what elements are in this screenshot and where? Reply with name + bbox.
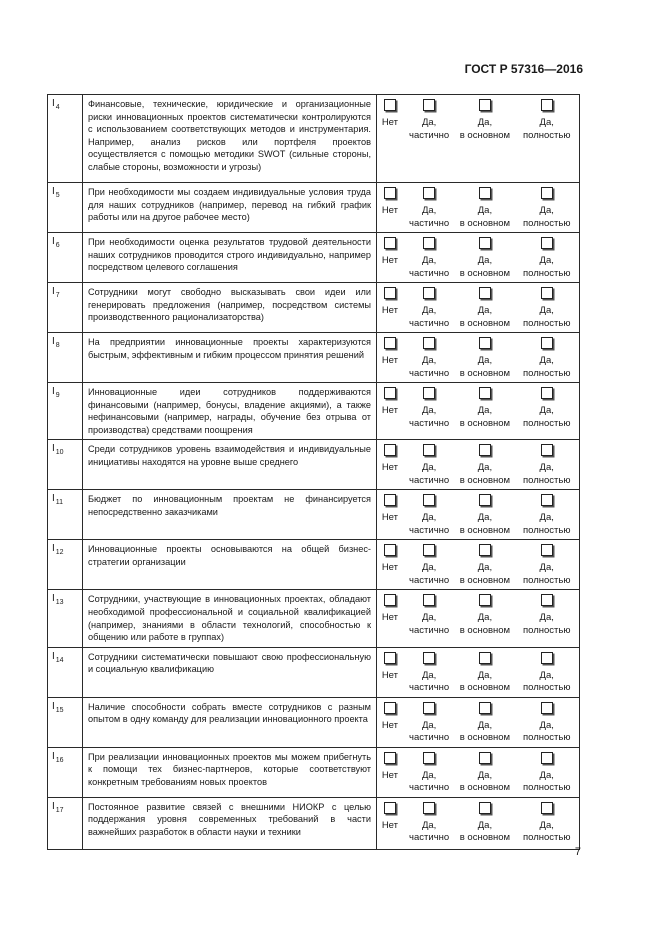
option-yes-label: Да, <box>539 669 554 681</box>
item-code-letter: I <box>52 386 55 397</box>
table-row <box>48 540 580 590</box>
item-code <box>48 797 83 849</box>
checkbox[interactable] <box>479 702 491 714</box>
item-statement: Сотрудники систематически повышают свою профессиональную и социальную квалификацию <box>83 647 377 697</box>
item-code-number: 14 <box>55 656 64 664</box>
checkbox[interactable] <box>423 99 435 111</box>
checkbox[interactable] <box>479 237 491 249</box>
option-fully-label: полностью <box>522 217 571 229</box>
table-row <box>48 283 580 333</box>
item-code-number: 15 <box>55 706 64 714</box>
option-fully-label: полностью <box>522 574 571 586</box>
item-code-number: 5 <box>55 192 60 199</box>
checkbox[interactable] <box>384 802 396 814</box>
option-partly-label: частично <box>409 129 450 141</box>
option-partly[interactable] <box>403 540 456 587</box>
option-fully[interactable] <box>514 698 579 745</box>
answer-options <box>377 383 580 440</box>
answer-options <box>377 95 580 183</box>
answer-options <box>377 747 580 797</box>
option-partly-label: частично <box>409 732 450 744</box>
checkbox[interactable] <box>384 444 396 456</box>
item-code <box>48 95 83 183</box>
option-yes-label: Да, <box>421 405 437 416</box>
option-partly-label: частично <box>409 682 450 694</box>
checkbox[interactable] <box>479 387 491 399</box>
item-statement: Бюджет по инновационным проектам не финансируется непосредственно заказчиками <box>83 490 377 540</box>
option-yes-label: Да, <box>539 512 554 524</box>
option-partly-label: частично <box>409 317 450 329</box>
item-statement: При необходимости оценка результатов трудовой деятельности наших сотрудников проводится строго индивидуально, например посредством целевого соглашения <box>83 233 377 283</box>
answer-options <box>377 647 580 697</box>
item-code-number: 13 <box>55 599 64 607</box>
item-code-letter: I <box>52 650 55 662</box>
survey-table <box>47 94 580 850</box>
checkbox[interactable] <box>541 337 553 349</box>
item-statement: При необходимости мы создаем индивидуальные условия труда для наших сотрудников (например, перевод на гибкий график работы или на другое рабочее место) <box>83 183 377 233</box>
option-partly[interactable] <box>403 333 456 380</box>
option-yes-label: Да, <box>539 719 554 731</box>
checkbox[interactable] <box>479 337 491 349</box>
item-code <box>48 697 83 747</box>
item-code-number: 12 <box>55 549 64 557</box>
checkbox[interactable] <box>541 752 553 764</box>
table-row <box>48 440 580 490</box>
option-fully-label: полностью <box>522 367 571 379</box>
option-yes-label: Да, <box>539 355 554 366</box>
option-fully-label: полностью <box>522 832 571 844</box>
item-statement: На предприятии инновационные проекты характеризуются быстрым, эффективным и гибким процессом принятия решений <box>83 333 377 383</box>
option-mostly-label: в основном <box>459 217 511 229</box>
option-mostly-label: в основном <box>459 367 511 379</box>
option-mostly-label: в основном <box>459 317 511 329</box>
option-partly[interactable] <box>403 590 456 637</box>
item-code-number: 7 <box>55 292 60 299</box>
option-yes-label: Да, <box>477 769 493 781</box>
option-no[interactable] <box>377 648 403 695</box>
option-no-label: Нет <box>381 117 398 128</box>
answer-options <box>377 183 580 233</box>
page-number: 7 <box>574 846 581 858</box>
checkbox[interactable] <box>541 544 553 556</box>
option-fully-label: полностью <box>522 474 571 486</box>
option-partly-label: частично <box>409 574 450 586</box>
option-yes-label: Да, <box>421 255 437 266</box>
option-fully[interactable] <box>514 383 579 430</box>
checkbox[interactable] <box>541 387 553 399</box>
option-partly[interactable] <box>403 95 456 142</box>
item-code-letter: I <box>52 750 55 762</box>
option-yes-label: Да, <box>421 769 437 781</box>
option-yes-label: Да, <box>539 305 554 316</box>
checkbox[interactable] <box>384 287 396 299</box>
option-fully[interactable] <box>514 590 579 637</box>
option-no[interactable] <box>377 748 403 795</box>
option-no[interactable] <box>377 383 403 430</box>
item-code <box>48 747 83 797</box>
option-no[interactable] <box>377 698 403 745</box>
option-yes-label: Да, <box>539 117 554 128</box>
item-code <box>48 183 83 233</box>
checkbox[interactable] <box>541 444 553 456</box>
option-no-label: Нет <box>381 612 398 624</box>
item-code-letter: I <box>52 336 55 347</box>
option-fully[interactable] <box>514 440 579 487</box>
answer-options <box>377 490 580 540</box>
checkbox[interactable] <box>479 802 491 814</box>
option-fully-label: полностью <box>522 129 571 141</box>
option-fully[interactable] <box>514 233 579 280</box>
checkbox[interactable] <box>423 544 435 556</box>
checkbox[interactable] <box>384 594 396 606</box>
checkbox[interactable] <box>384 237 396 249</box>
option-mostly[interactable] <box>455 183 514 230</box>
option-mostly[interactable] <box>455 283 514 330</box>
option-mostly-label: в основном <box>459 574 511 586</box>
table-row <box>48 490 580 540</box>
checkbox[interactable] <box>541 287 553 299</box>
option-no[interactable] <box>377 183 403 230</box>
item-code-letter: I <box>52 800 55 812</box>
item-statement: Сотрудники могут свободно высказывать свои идеи или генерировать предложения (например, посредством системы производственного рационализаторства) <box>83 283 377 333</box>
option-fully[interactable] <box>514 748 579 795</box>
table-row <box>48 233 580 283</box>
checkbox[interactable] <box>541 237 553 249</box>
option-no[interactable] <box>377 233 403 280</box>
checkbox[interactable] <box>423 652 435 664</box>
checkbox[interactable] <box>479 99 491 111</box>
option-partly-label: частично <box>409 524 450 536</box>
item-code <box>48 490 83 540</box>
item-statement: Наличие способности собрать вместе сотрудников с разным опытом в одну команду для реализации инновационного проекта <box>83 697 377 747</box>
item-code-letter: I <box>52 98 55 109</box>
option-no-label: Нет <box>381 205 398 216</box>
option-yes-label: Да, <box>477 719 493 731</box>
item-code <box>48 590 83 647</box>
option-partly[interactable] <box>403 440 456 487</box>
option-partly[interactable] <box>403 748 456 795</box>
option-fully-label: полностью <box>522 624 571 636</box>
option-fully[interactable] <box>514 183 579 230</box>
item-code-number: 9 <box>55 392 60 399</box>
option-mostly-label: в основном <box>459 782 511 794</box>
checkbox[interactable] <box>384 99 396 111</box>
option-yes-label: Да, <box>421 512 437 524</box>
option-fully[interactable] <box>514 95 579 142</box>
item-code <box>48 440 83 490</box>
option-mostly[interactable] <box>455 590 514 637</box>
checkbox[interactable] <box>423 287 435 299</box>
checkbox[interactable] <box>384 387 396 399</box>
checkbox[interactable] <box>384 187 396 199</box>
item-code-letter: I <box>52 236 55 247</box>
checkbox[interactable] <box>423 494 435 506</box>
item-code <box>48 333 83 383</box>
checkbox[interactable] <box>384 702 396 714</box>
option-yes-label: Да, <box>421 612 437 624</box>
checkbox[interactable] <box>423 387 435 399</box>
checkbox[interactable] <box>384 544 396 556</box>
answer-options <box>377 440 580 490</box>
option-partly[interactable] <box>403 798 456 845</box>
option-no[interactable] <box>377 540 403 587</box>
option-mostly-label: в основном <box>459 267 511 279</box>
option-fully[interactable] <box>514 490 579 537</box>
option-yes-label: Да, <box>421 205 437 216</box>
checkbox[interactable] <box>541 652 553 664</box>
option-yes-label: Да, <box>421 669 437 681</box>
option-partly-label: частично <box>409 474 450 486</box>
checkbox[interactable] <box>479 187 491 199</box>
option-fully[interactable] <box>514 798 579 845</box>
option-no-label: Нет <box>381 719 398 731</box>
option-partly-label: частично <box>409 782 450 794</box>
option-mostly-label: в основном <box>459 832 511 844</box>
checkbox[interactable] <box>423 594 435 606</box>
option-yes-label: Да, <box>539 255 554 266</box>
option-no[interactable] <box>377 490 403 537</box>
option-yes-label: Да, <box>477 305 493 316</box>
item-statement: Финансовые, технические, юридические и организационные риски инновационных проектов систематически контролируются с использованием соответствующих методов и инструментария. Например, анализ рисков или портфеля проектов осуществляется с помощью методики SWOT (сильные стороны, слабые стороны, возможности и угрозы) <box>83 95 377 183</box>
item-code-number: 16 <box>55 756 64 764</box>
answer-options <box>377 590 580 647</box>
checkbox[interactable] <box>541 494 553 506</box>
checkbox[interactable] <box>541 187 553 199</box>
item-code <box>48 383 83 440</box>
option-partly[interactable] <box>403 648 456 695</box>
checkbox[interactable] <box>479 594 491 606</box>
option-yes-label: Да, <box>477 255 493 266</box>
checkbox[interactable] <box>423 802 435 814</box>
option-yes-label: Да, <box>539 769 554 781</box>
option-yes-label: Да, <box>539 819 554 831</box>
table-row <box>48 333 580 383</box>
answer-options <box>377 797 580 849</box>
option-mostly[interactable] <box>455 698 514 745</box>
item-code-number: 6 <box>55 242 60 249</box>
checkbox[interactable] <box>479 444 491 456</box>
item-code <box>48 540 83 590</box>
item-code <box>48 283 83 333</box>
option-no[interactable] <box>377 590 403 637</box>
option-yes-label: Да, <box>539 612 554 624</box>
checkbox[interactable] <box>541 99 553 111</box>
option-partly-label: частично <box>409 832 450 844</box>
table-row <box>48 797 580 849</box>
checkbox[interactable] <box>384 337 396 349</box>
option-partly[interactable] <box>403 698 456 745</box>
option-yes-label: Да, <box>477 612 493 624</box>
option-mostly[interactable] <box>455 540 514 587</box>
option-partly[interactable] <box>403 183 456 230</box>
checkbox[interactable] <box>541 702 553 714</box>
checkbox[interactable] <box>479 544 491 556</box>
item-code-letter: I <box>52 443 55 455</box>
answer-options <box>377 333 580 383</box>
item-code-number: 17 <box>55 806 64 814</box>
option-partly-label: частично <box>409 217 450 229</box>
item-code-number: 10 <box>55 449 64 457</box>
checkbox[interactable] <box>384 652 396 664</box>
option-partly-label: частично <box>409 267 450 279</box>
option-mostly-label: в основном <box>459 474 511 486</box>
option-yes-label: Да, <box>477 462 493 474</box>
option-fully-label: полностью <box>522 782 571 794</box>
item-code <box>48 233 83 283</box>
option-no-label: Нет <box>381 769 398 781</box>
checkbox[interactable] <box>479 494 491 506</box>
option-yes-label: Да, <box>421 819 437 831</box>
option-no[interactable] <box>377 95 403 142</box>
item-code-letter: I <box>52 286 55 297</box>
option-yes-label: Да, <box>421 355 437 366</box>
table-row <box>48 697 580 747</box>
option-no-label: Нет <box>381 255 398 266</box>
option-mostly-label: в основном <box>459 682 511 694</box>
option-yes-label: Да, <box>421 117 437 128</box>
option-yes-label: Да, <box>477 669 493 681</box>
item-code-letter: I <box>52 186 55 197</box>
table-row <box>48 383 580 440</box>
item-code-number: 4 <box>55 104 60 111</box>
option-mostly[interactable] <box>455 233 514 280</box>
checkbox[interactable] <box>423 187 435 199</box>
item-code-letter: I <box>52 493 55 505</box>
option-yes-label: Да, <box>539 205 554 216</box>
item-statement: Инновационные проекты основываются на общей бизнес-стратегии организации <box>83 540 377 590</box>
option-mostly[interactable] <box>455 798 514 845</box>
checkbox[interactable] <box>479 287 491 299</box>
option-fully[interactable] <box>514 283 579 330</box>
option-yes-label: Да, <box>477 205 493 216</box>
option-fully-label: полностью <box>522 524 571 536</box>
table-row <box>48 747 580 797</box>
option-partly[interactable] <box>403 233 456 280</box>
option-mostly[interactable] <box>455 333 514 380</box>
checkbox[interactable] <box>423 444 435 456</box>
item-code-letter: I <box>52 593 55 605</box>
option-yes-label: Да, <box>477 355 493 366</box>
option-partly-label: частично <box>409 624 450 636</box>
option-partly-label: частично <box>409 417 450 429</box>
option-no-label: Нет <box>381 305 398 316</box>
item-code-letter: I <box>52 700 55 712</box>
option-yes-label: Да, <box>539 562 554 574</box>
option-fully-label: полностью <box>522 317 571 329</box>
item-code-number: 11 <box>55 499 64 507</box>
option-no[interactable] <box>377 283 403 330</box>
checkbox[interactable] <box>479 652 491 664</box>
option-fully[interactable] <box>514 540 579 587</box>
option-mostly-label: в основном <box>459 624 511 636</box>
checkbox[interactable] <box>423 752 435 764</box>
option-mostly-label: в основном <box>459 417 511 429</box>
checkbox[interactable] <box>541 802 553 814</box>
document-id: ГОСТ Р 57316—2016 <box>464 62 583 76</box>
option-partly-label: частично <box>409 367 450 379</box>
option-mostly[interactable] <box>455 383 514 430</box>
table-row <box>48 183 580 233</box>
option-yes-label: Да, <box>539 462 554 474</box>
answer-options <box>377 233 580 283</box>
table-row <box>48 647 580 697</box>
option-yes-label: Да, <box>421 562 437 574</box>
checkbox[interactable] <box>423 237 435 249</box>
option-no-label: Нет <box>381 405 398 416</box>
option-yes-label: Да, <box>477 819 493 831</box>
option-mostly[interactable] <box>455 95 514 142</box>
answer-options <box>377 697 580 747</box>
option-fully[interactable] <box>514 648 579 695</box>
item-statement: При реализации инновационных проектов мы можем прибегнуть к помощи тех бизнес-партнеров, которые соответствуют конкретным требованиям новых проектов <box>83 747 377 797</box>
option-yes-label: Да, <box>539 405 554 416</box>
checkbox[interactable] <box>384 494 396 506</box>
checkbox[interactable] <box>541 594 553 606</box>
option-mostly[interactable] <box>455 648 514 695</box>
item-statement: Среди сотрудников уровень взаимодействия и индивидуальные инициативы находятся на уровне выше среднего <box>83 440 377 490</box>
option-no-label: Нет <box>381 819 398 831</box>
checkbox[interactable] <box>384 752 396 764</box>
option-no[interactable] <box>377 440 403 487</box>
option-no-label: Нет <box>381 669 398 681</box>
option-mostly[interactable] <box>455 490 514 537</box>
option-mostly-label: в основном <box>459 129 511 141</box>
item-statement: Сотрудники, участвующие в инновационных проектах, обладают необходимой профессиональной и социальной квалификацией (например, знаниями в области технологий, способностью к общению или работе в группах) <box>83 590 377 647</box>
answer-options <box>377 283 580 333</box>
item-code <box>48 647 83 697</box>
option-no[interactable] <box>377 333 403 380</box>
item-statement: Постоянное развитие связей с внешними НИОКР с целью поддержания уровня современных требований в части важнейших разработок в области науки и техники <box>83 797 377 849</box>
item-code-letter: I <box>52 543 55 555</box>
option-yes-label: Да, <box>477 562 493 574</box>
option-yes-label: Да, <box>477 117 493 128</box>
answer-options <box>377 540 580 590</box>
option-yes-label: Да, <box>477 405 493 416</box>
option-yes-label: Да, <box>421 462 437 474</box>
option-mostly-label: в основном <box>459 524 511 536</box>
item-code-number: 8 <box>55 342 60 349</box>
option-fully-label: полностью <box>522 267 571 279</box>
option-partly[interactable] <box>403 283 456 330</box>
option-no[interactable] <box>377 798 403 845</box>
option-fully-label: полностью <box>522 732 571 744</box>
option-fully-label: полностью <box>522 682 571 694</box>
option-no-label: Нет <box>381 355 398 366</box>
option-no-label: Нет <box>381 512 398 524</box>
option-partly[interactable] <box>403 490 456 537</box>
option-mostly[interactable] <box>455 748 514 795</box>
option-yes-label: Да, <box>421 719 437 731</box>
item-statement: Инновационные идеи сотрудников поддерживаются финансовыми (например, бонусы, владение акциями), а также нефинансовыми (например, награды, обучение без отрыва от производства) средствами поощрения <box>83 383 377 440</box>
option-fully-label: полностью <box>522 417 571 429</box>
option-yes-label: Да, <box>477 512 493 524</box>
option-yes-label: Да, <box>421 305 437 316</box>
checkbox[interactable] <box>423 702 435 714</box>
option-mostly[interactable] <box>455 440 514 487</box>
checkbox[interactable] <box>479 752 491 764</box>
table-row <box>48 590 580 647</box>
option-fully[interactable] <box>514 333 579 380</box>
option-no-label: Нет <box>381 462 398 474</box>
option-partly[interactable] <box>403 383 456 430</box>
option-mostly-label: в основном <box>459 732 511 744</box>
table-row <box>48 95 580 183</box>
option-no-label: Нет <box>381 562 398 574</box>
checkbox[interactable] <box>423 337 435 349</box>
